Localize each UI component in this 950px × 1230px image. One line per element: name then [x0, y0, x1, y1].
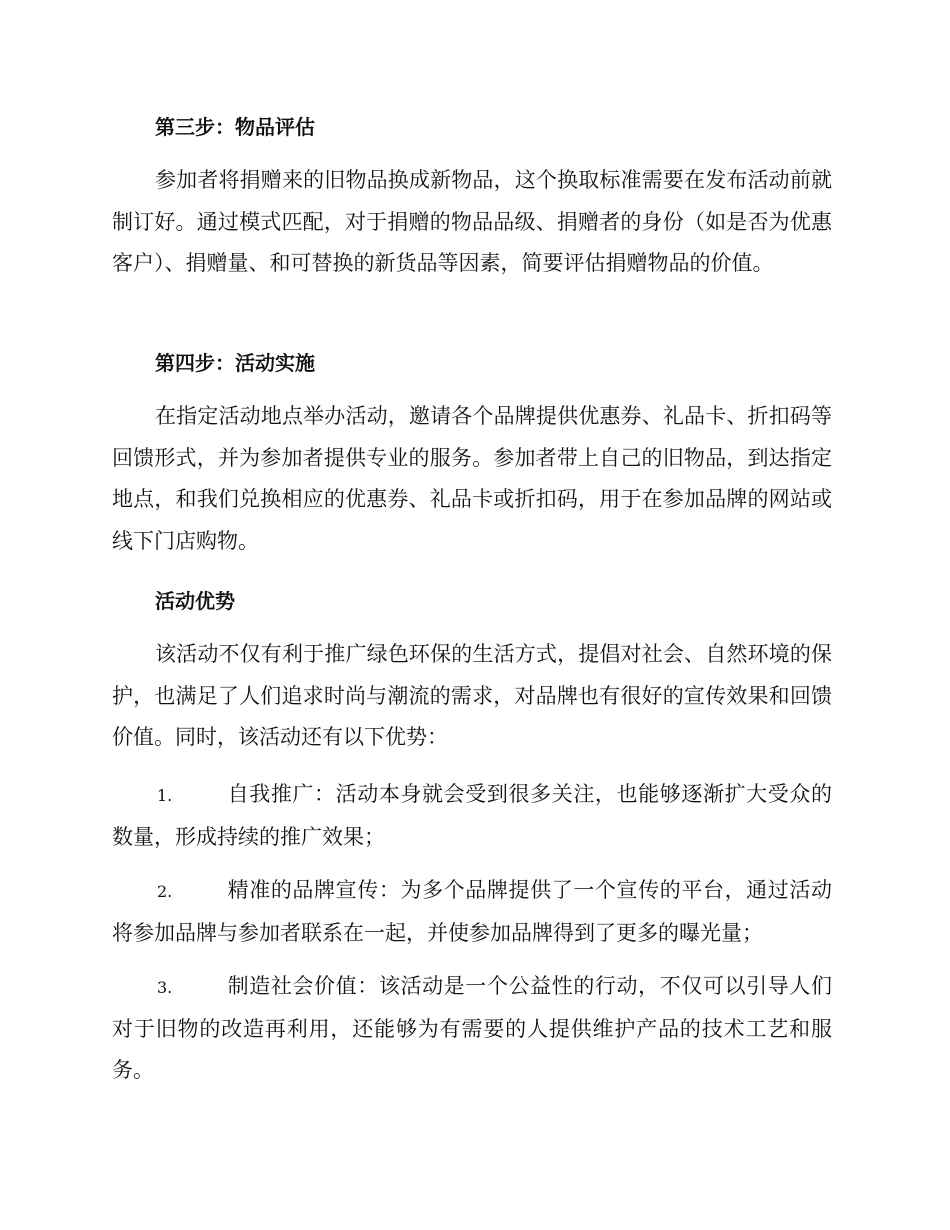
- list-text: 精准的品牌宣传：为多个品牌提供了一个宣传的平台，通过活动将参加品牌与参加者联系在一起，并使参加品牌得到了更多的曝光量；: [112, 878, 832, 945]
- list-number: 2.: [157, 882, 173, 901]
- step3-paragraph: 参加者将捐赠来的旧物品换成新物品，这个换取标准需要在发布活动前就制订好。通过模式匹配，对于捐赠的物品品级、捐赠者的身份（如是否为优惠客户）、捐赠量、和可替换的新货品等因素，简要评估捐赠物品的价值。: [112, 168, 832, 275]
- list-item: [112, 870, 832, 954]
- advantages-heading: 活动优势: [155, 589, 235, 613]
- list-text: 制造社会价值：该活动是一个公益性的行动，不仅可以引导人们对于旧物的改造再利用，还能够为有需要的人提供维护产品的技术工艺和服务。: [112, 974, 832, 1082]
- list-item: [112, 774, 832, 858]
- step4-heading: 第四步：活动实施: [155, 351, 315, 375]
- step4-paragraph: 在指定活动地点举办活动，邀请各个品牌提供优惠券、礼品卡、折扣码等回馈形式，并为参加者提供专业的服务。参加者带上自己的旧物品，到达指定地点，和我们兑换相应的优惠券、礼品卡或折扣码，用于在参加品牌的网站或线下门店购物。: [112, 404, 832, 553]
- list-number: 1.: [157, 786, 173, 805]
- list-number: 3.: [157, 978, 173, 997]
- advantages-paragraph: 该活动不仅有利于推广绿色环保的生活方式，提倡对社会、自然环境的保护，也满足了人们追求时尚与潮流的需求，对品牌也有很好的宣传效果和回馈价值。同时，该活动还有以下优势：: [112, 642, 832, 749]
- step3-heading: 第三步：物品评估: [155, 115, 315, 139]
- list-text: 自我推广：活动本身就会受到很多关注，也能够逐渐扩大受众的数量，形成持续的推广效果；: [112, 782, 832, 849]
- list-item: [112, 966, 832, 1092]
